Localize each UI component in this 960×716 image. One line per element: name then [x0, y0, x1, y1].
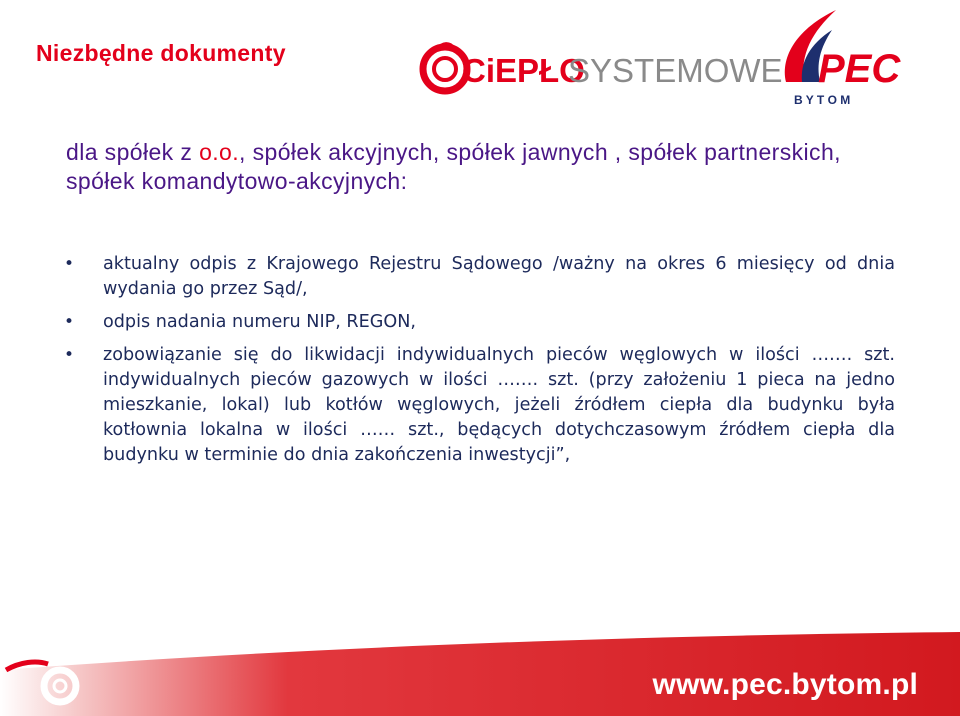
heading-prefix: dla spółek z — [66, 139, 200, 165]
footer-band — [0, 630, 960, 716]
requirement-item: • aktualny odpis z Krajowego Rejestru Sądowego /ważny na okres 6 miesięcy od dnia wydania go przez Sąd/, — [64, 252, 895, 302]
page-title: Niezbędne dokumenty — [36, 40, 286, 66]
heading-rest: , spółek akcyjnych, spółek jawnych , spółek partnerskich, spółek komandytowo-akcyjnych: — [66, 139, 841, 194]
heading-highlight: o.o. — [199, 139, 240, 165]
requirement-item: • odpis nadania numeru NIP, REGON, — [64, 310, 895, 335]
requirement-item: • zobowiązanie się do likwidacji indywidualnych pieców węglowych w ilości ……. szt. indywidualnych pieców gazowych w ilości ……. szt. (przy założeniu 1 pieca na jedno mieszkanie, lokal) lub kotłów węglowych, jeżeli źródłem ciepła dla budynku była kotłownia lokalna w ilości …… szt., będących dotychczasowym źródłem ciepła dla budynku w terminie do dnia zakończenia inwestycji”, — [64, 343, 895, 468]
logo-bytom-text: B Y T O M — [794, 93, 851, 107]
requirements-list — [64, 252, 895, 476]
pec-bytom-logo — [780, 4, 920, 108]
document-heading — [66, 138, 916, 196]
cieplo-systemowe-logo — [418, 40, 783, 98]
logo-cieplo-text: CiEPŁO — [462, 52, 585, 89]
logo-systemowe-text: SYSTEMOWE — [568, 52, 783, 89]
logo-pec-text: PEC — [818, 47, 901, 91]
flame-ring-icon — [423, 44, 467, 91]
footer-website-link[interactable]: www.pec.bytom.pl — [652, 668, 918, 701]
